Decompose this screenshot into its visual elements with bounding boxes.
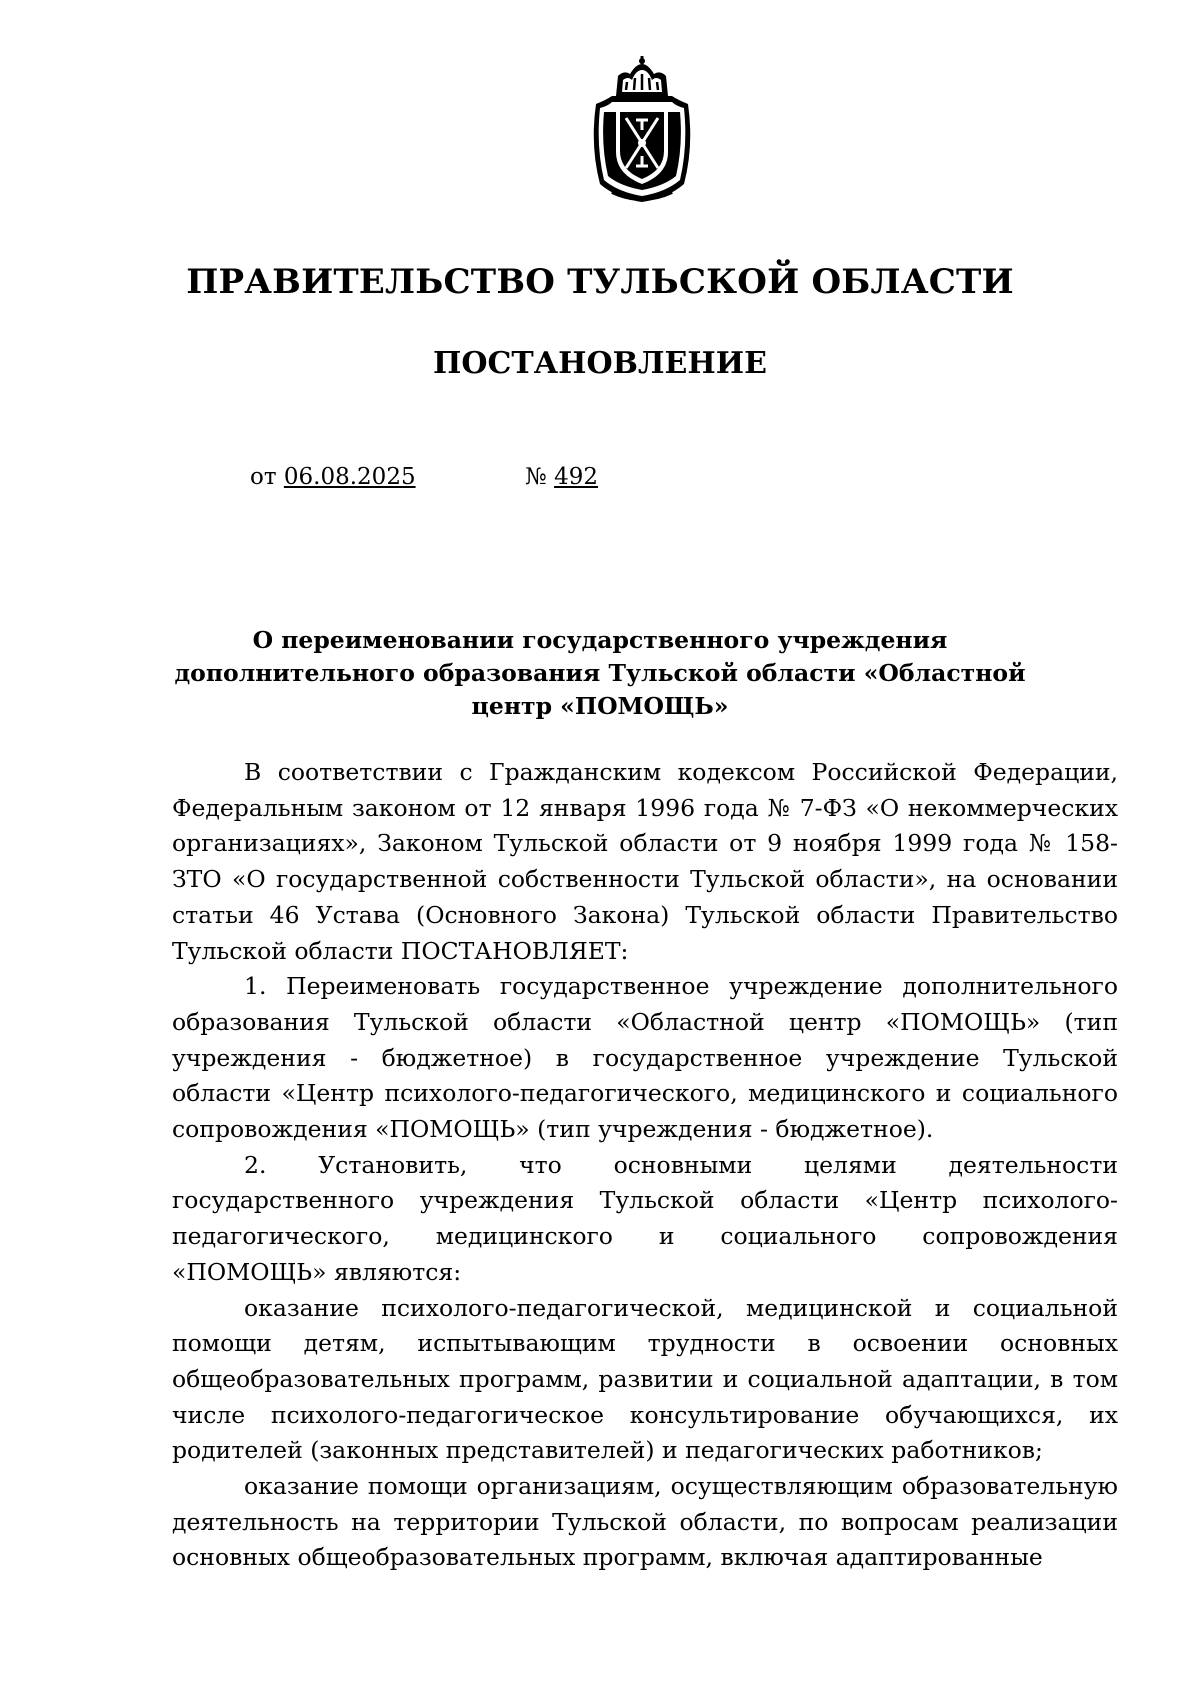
body-paragraph: оказание помощи организациям, осуществляющим образовательную деятельность на территории Тульской области, по вопросам реализации основных общеобразовательных программ, включая адаптированные <box>172 1472 1118 1572</box>
body-paragraph: В соответствии с Гражданским кодексом Российской Федерации, Федеральным законом от 12 января 1996 года № 7-ФЗ «О некоммерческих организациях», Законом Тульской области от 9 ноября 1999 года № 158-ЗТО «О государственной собственности Тульской области», на основании статьи 46 Устава (Основного Закона) Тульской области Правительство Тульской области ПОСТАНОВЛЯЕТ: <box>172 758 1118 965</box>
document-number <box>525 464 598 490</box>
document-date <box>250 464 416 490</box>
date-prefix: от <box>250 464 277 490</box>
number-prefix: № <box>525 464 547 490</box>
body-paragraph: 1. Переименовать государственное учреждение дополнительного образования Тульской области «Областной центр «ПОМОЩЬ» (тип учреждения - бюджетное) в государственное учреждение Тульской области «Центр психолого-педагогического, медицинского и социального сопровождения «ПОМОЩЬ» (тип учреждения - бюджетное). <box>172 972 1118 1144</box>
body-paragraph: 2. Установить, что основными целями деятельности государственного учреждения Тульской области «Центр психолого-педагогического, медицинского и социального сопровождения «ПОМОЩЬ» являются: <box>172 1150 1118 1286</box>
tula-oblast-coat-of-arms-icon <box>586 56 698 206</box>
body-paragraph: оказание психолого-педагогической, медицинской и социальной помощи детям, испытывающим трудности в освоении основных общеобразовательных программ, развитии и социальной адаптации, в том числе психолого-педагогическое консультирование обучающихся, их родителей (законных представителей) и педагогических работников; <box>172 1293 1118 1465</box>
document-body <box>172 755 1118 1576</box>
document-subject: О переименовании государственного учреждения дополнительного образования Тульской области «Областной центр «ПОМОЩЬ» <box>174 626 1026 720</box>
number-value: 492 <box>554 464 598 490</box>
authority-title: ПРАВИТЕЛЬСТВО ТУЛЬСКОЙ ОБЛАСТИ <box>186 262 1014 302</box>
date-value: 06.08.2025 <box>283 464 416 490</box>
document-type-title: ПОСТАНОВЛЕНИЕ <box>433 346 767 381</box>
